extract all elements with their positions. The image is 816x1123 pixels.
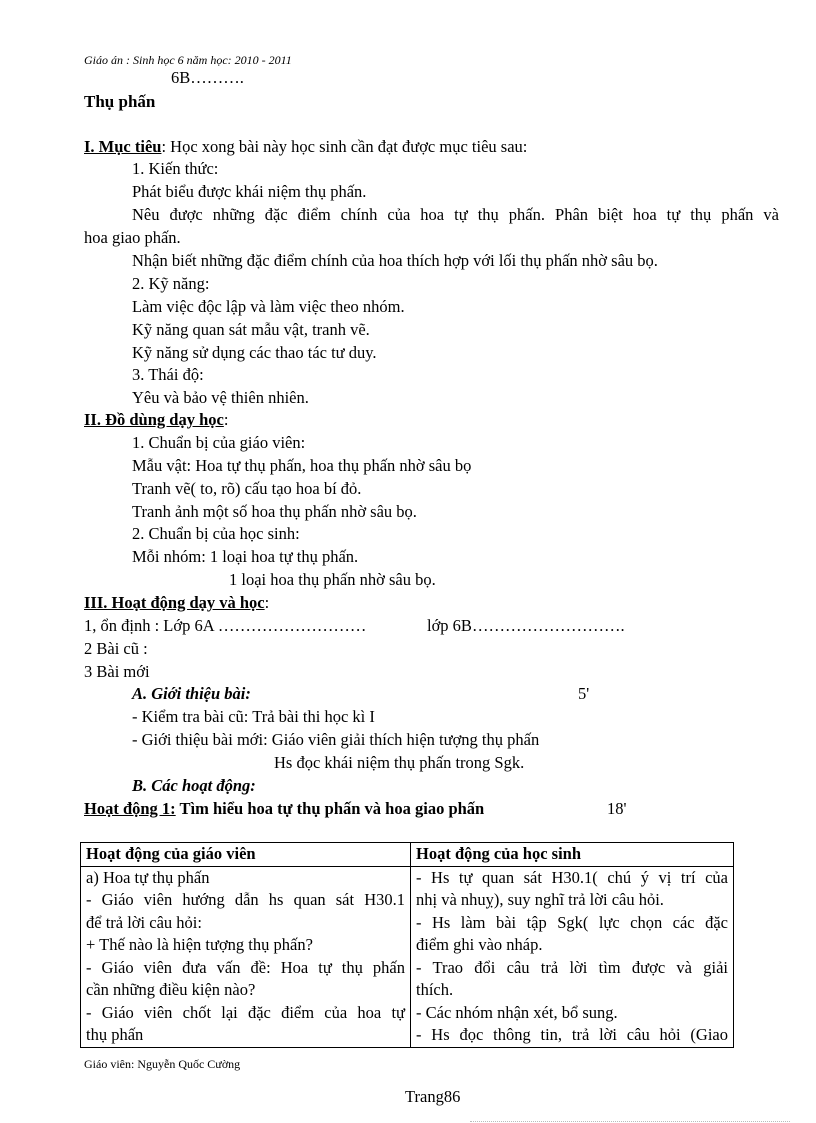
student-line: nhị và nhuỵ), suy nghĩ trả lời câu hỏi. — [416, 890, 664, 909]
activity-1-label: Hoạt động 1: — [84, 799, 176, 818]
student-line: - Hs làm bài tập Sgk( lực chọn các đặc — [416, 912, 728, 932]
knowledge-item-1: Phát biểu được khái niệm thụ phấn. — [132, 182, 367, 201]
student-line: - Các nhóm nhận xét, bổ sung. — [416, 1002, 618, 1022]
skills-item-1: Làm việc độc lập và làm việc theo nhóm. — [132, 297, 405, 316]
activity-table — [80, 842, 734, 1048]
section-objectives — [84, 136, 527, 158]
intro-time: 5' — [578, 684, 590, 703]
teacher-prep-item-1: Mẫu vật: Hoa tự thụ phấn, hoa thụ phấn nhờ sâu bọ — [132, 456, 472, 475]
table-header-row — [81, 843, 734, 867]
teacher-prep-heading: 1. Chuẩn bị của giáo viên: — [132, 433, 306, 452]
intro-heading: A. Giới thiệu bài: — [132, 684, 251, 703]
intro-item-2: - Giới thiệu bài mới: Giáo viên giải thích hiện tượng thụ phấn — [132, 730, 540, 749]
knowledge-item-3: Nhận biết những đặc điểm chính của hoa thích hợp với lối thụ phấn nhờ sâu bọ. — [132, 251, 658, 270]
student-activity-cell — [411, 866, 734, 1047]
student-line: - Trao đổi câu trả lời tìm được và giải — [416, 957, 728, 977]
knowledge-item-2: Nêu được những đặc điểm chính của hoa tự thụ phấn. Phân biệt hoa tự thụ phấn và — [132, 205, 779, 224]
activity-1-heading — [84, 798, 484, 820]
old-lesson: 2 Bài cũ : — [84, 639, 148, 658]
section-materials-colon: : — [223, 410, 229, 429]
teacher-prep-item-3: Tranh ảnh một số hoa thụ phấn nhờ sâu bọ. — [132, 502, 417, 521]
section-materials — [84, 409, 228, 431]
section-activities — [84, 592, 269, 614]
teacher-column-header: Hoạt động của giáo viên — [81, 843, 411, 867]
skills-heading: 2. Kỹ năng: — [132, 274, 210, 293]
student-line: - Hs đọc thông tin, trả lời câu hỏi (Giao — [416, 1025, 728, 1044]
section-activities-colon: : — [264, 593, 270, 612]
stabilize-class-6b: lớp 6B………………………. — [427, 616, 625, 635]
section-materials-label: II. Đồ dùng dạy học — [84, 410, 224, 429]
skills-item-3: Kỹ năng sử dụng các thao tác tư duy. — [132, 343, 377, 362]
section-objectives-label: I. Mục tiêu — [84, 137, 162, 156]
attitude-item-1: Yêu và bảo vệ thiên nhiên. — [132, 388, 309, 407]
student-line: điểm ghi vào nháp. — [416, 935, 543, 954]
teacher-line: a) Hoa tự thụ phấn — [86, 867, 210, 887]
student-line: thích. — [416, 980, 454, 999]
footer-divider — [470, 1121, 790, 1122]
teacher-line: - Giáo viên chốt lại đặc điểm của hoa tự — [86, 1002, 405, 1022]
knowledge-heading: 1. Kiến thức: — [132, 159, 219, 178]
teacher-line: thụ phấn — [86, 1025, 144, 1044]
section-activities-label: III. Hoạt động dạy và học — [84, 593, 265, 612]
class-line: 6B………. — [171, 68, 244, 87]
teacher-line: cần những điều kiện nào? — [86, 980, 256, 999]
teacher-prep-item-2: Tranh vẽ( to, rõ) cấu tạo hoa bí đỏ. — [132, 479, 362, 498]
intro-item-3: Hs đọc khái niệm thụ phấn trong Sgk. — [274, 753, 525, 772]
lesson-title: Thụ phấn — [84, 92, 156, 111]
attitude-heading: 3. Thái độ: — [132, 365, 204, 384]
activities-heading: B. Các hoạt động: — [132, 776, 256, 795]
stabilize-class-6a: 1, ổn định : Lớp 6A ……………………… — [84, 616, 367, 635]
skills-item-2: Kỹ năng quan sát mẫu vật, tranh vẽ. — [132, 320, 370, 339]
teacher-line: - Giáo viên đưa vấn đề: Hoa tự thụ phấn — [86, 957, 405, 977]
activity-1-title: Tìm hiểu hoa tự thụ phấn và hoa giao phấn — [175, 799, 485, 818]
knowledge-item-2-cont: hoa giao phấn. — [84, 228, 181, 247]
activity-1-time: 18' — [607, 799, 627, 818]
intro-item-1: - Kiểm tra bài cũ: Trả bài thi học kì I — [132, 707, 375, 726]
student-prep-item-2: 1 loại hoa thụ phấn nhờ sâu bọ. — [229, 570, 436, 589]
teacher-line: - Giáo viên hướng dẫn hs quan sát H30.1 — [86, 890, 405, 909]
student-column-header: Hoạt động của học sinh — [411, 843, 734, 867]
page-number: Trang86 — [405, 1087, 461, 1106]
new-lesson: 3 Bài mới — [84, 662, 150, 681]
teacher-activity-cell — [81, 866, 411, 1047]
student-line: - Hs tự quan sát H30.1( chú ý vị trí của — [416, 867, 728, 887]
student-prep-item-1: Mỗi nhóm: 1 loại hoa tự thụ phấn. — [132, 547, 359, 566]
student-prep-heading: 2. Chuẩn bị của học sinh: — [132, 524, 300, 543]
teacher-line: để trả lời câu hỏi: — [86, 912, 202, 932]
teacher-name: Giáo viên: Nguyễn Quốc Cường — [84, 1057, 241, 1071]
teacher-line: + Thế nào là hiện tượng thụ phấn? — [86, 935, 313, 954]
document-header: Giáo án : Sinh học 6 năm học: 2010 - 2011 — [84, 53, 292, 67]
section-objectives-text: : Học xong bài này học sinh cần đạt được mục tiêu sau: — [161, 137, 528, 156]
table-row — [81, 866, 734, 1047]
